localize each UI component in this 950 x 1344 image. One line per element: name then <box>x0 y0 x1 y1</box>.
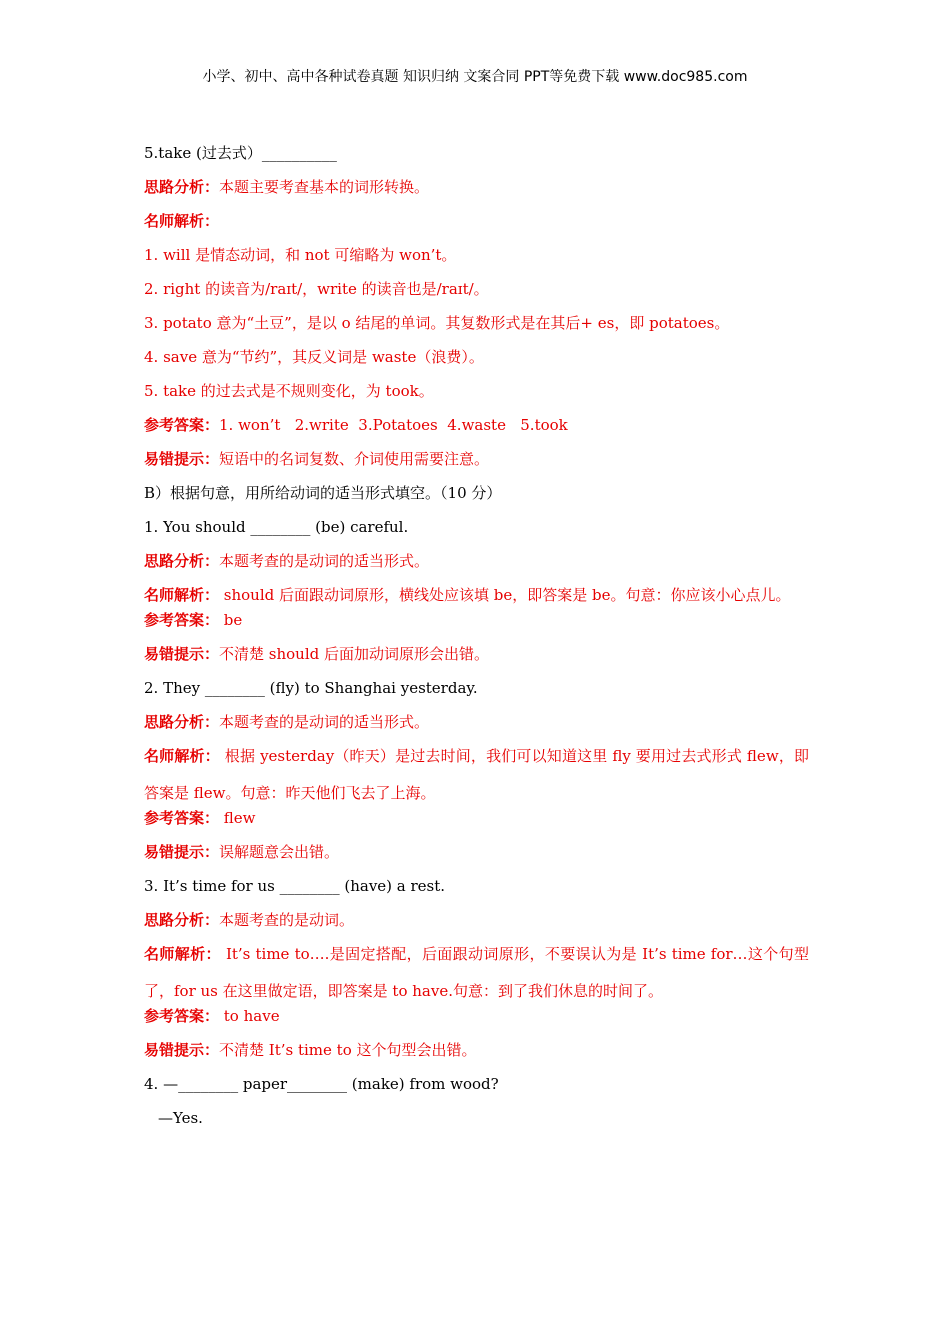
answer-label: 参考答案： <box>144 611 220 629</box>
explanation-item: 2. right 的读音为/raɪt/，write 的读音也是/raɪt/。 <box>144 280 489 298</box>
section-heading: B）根据句意，用所给动词的适当形式填空。（10 分） <box>144 484 502 502</box>
answer-line: 参考答案：1. won’t 2.write 3.Potatoes 4.waste 5.took <box>144 416 568 434</box>
answer-label: 参考答案： <box>144 1007 220 1025</box>
tip-line: 易错提示：不清楚 should 后面加动词原形会出错。 <box>144 645 490 663</box>
explanation-line: 名师解析： It’s time to….是固定搭配，后面跟动词原形，不要误认为是 It’s time for…这个句型了，for us 在这里做定语，即答案是 to have.句意：到了我们休息的时间了。 <box>144 945 809 1000</box>
analysis-label: 思路分析： <box>144 911 220 929</box>
answer-label: 参考答案： <box>144 809 220 827</box>
response-line: —Yes. <box>158 1109 203 1127</box>
question-line: 3. It’s time for us ________ (have) a rest. <box>144 877 446 895</box>
question-line: 5.take (过去式）__________ <box>144 144 337 162</box>
explanation-item: 1. will 是情态动词，和 not 可缩略为 won’t。 <box>144 246 457 264</box>
page-header: 小学、初中、高中各种试卷真题 知识归纳 文案合同 PPT等免费下载 www.doc985.com <box>202 69 748 85</box>
question-line: 1. You should ________ (be) careful. <box>144 518 409 536</box>
analysis-line: 思路分析：本题主要考查基本的词形转换。 <box>144 178 430 196</box>
explanation-label: 名师解析： <box>144 586 220 604</box>
analysis-label: 思路分析： <box>144 713 220 731</box>
tip-label: 易错提示： <box>144 843 220 861</box>
question-line: 4. —________ paper________ (make) from wood? <box>144 1075 499 1093</box>
analysis-label: 思路分析： <box>144 178 220 196</box>
tip-line: 易错提示：短语中的名词复数、介词使用需要注意。 <box>144 450 490 468</box>
explanation-item: 4. save 意为“节约”，其反义词是 waste（浪费）。 <box>144 348 484 366</box>
explanation-line: 名师解析： should 后面跟动词原形，横线处应该填 be，即答案是 be。句意：你应该小心点儿。 <box>144 586 791 604</box>
answer-label: 参考答案： <box>144 416 220 434</box>
explanation-item: 5. take 的过去式是不规则变化，为 took。 <box>144 382 434 400</box>
analysis-line: 思路分析：本题考查的是动词。 <box>144 911 355 929</box>
analysis-line: 思路分析：本题考查的是动词的适当形式。 <box>144 552 430 570</box>
explanation-label: 名师解析： <box>144 747 220 765</box>
explanation-item: 3. potato 意为“土豆”，是以 o 结尾的单词。其复数形式是在其后+ es，即 potatoes。 <box>144 314 730 332</box>
tip-line: 易错提示：不清楚 It’s time to 这个句型会出错。 <box>144 1041 477 1059</box>
tip-label: 易错提示： <box>144 1041 220 1059</box>
analysis-label: 思路分析： <box>144 552 220 570</box>
document-body <box>144 144 809 1143</box>
tip-label: 易错提示： <box>144 645 220 663</box>
analysis-line: 思路分析：本题考查的是动词的适当形式。 <box>144 713 430 731</box>
answer-line: 参考答案： be <box>144 611 243 629</box>
question-line: 2. They ________ (fly) to Shanghai yesterday. <box>144 679 478 697</box>
explanation-line: 名师解析： 根据 yesterday（昨天）是过去时间，我们可以知道这里 fly 要用过去式形式 flew，即答案是 flew。句意：昨天他们飞去了上海。 <box>144 747 809 802</box>
answer-line: 参考答案： flew <box>144 809 256 827</box>
tip-line: 易错提示：误解题意会出错。 <box>144 843 340 861</box>
answer-line: 参考答案： to have <box>144 1007 280 1025</box>
explanation-heading <box>144 212 809 231</box>
explanation-label: 名师解析： <box>144 212 220 230</box>
explanation-label: 名师解析： <box>144 945 221 963</box>
tip-label: 易错提示： <box>144 450 220 468</box>
